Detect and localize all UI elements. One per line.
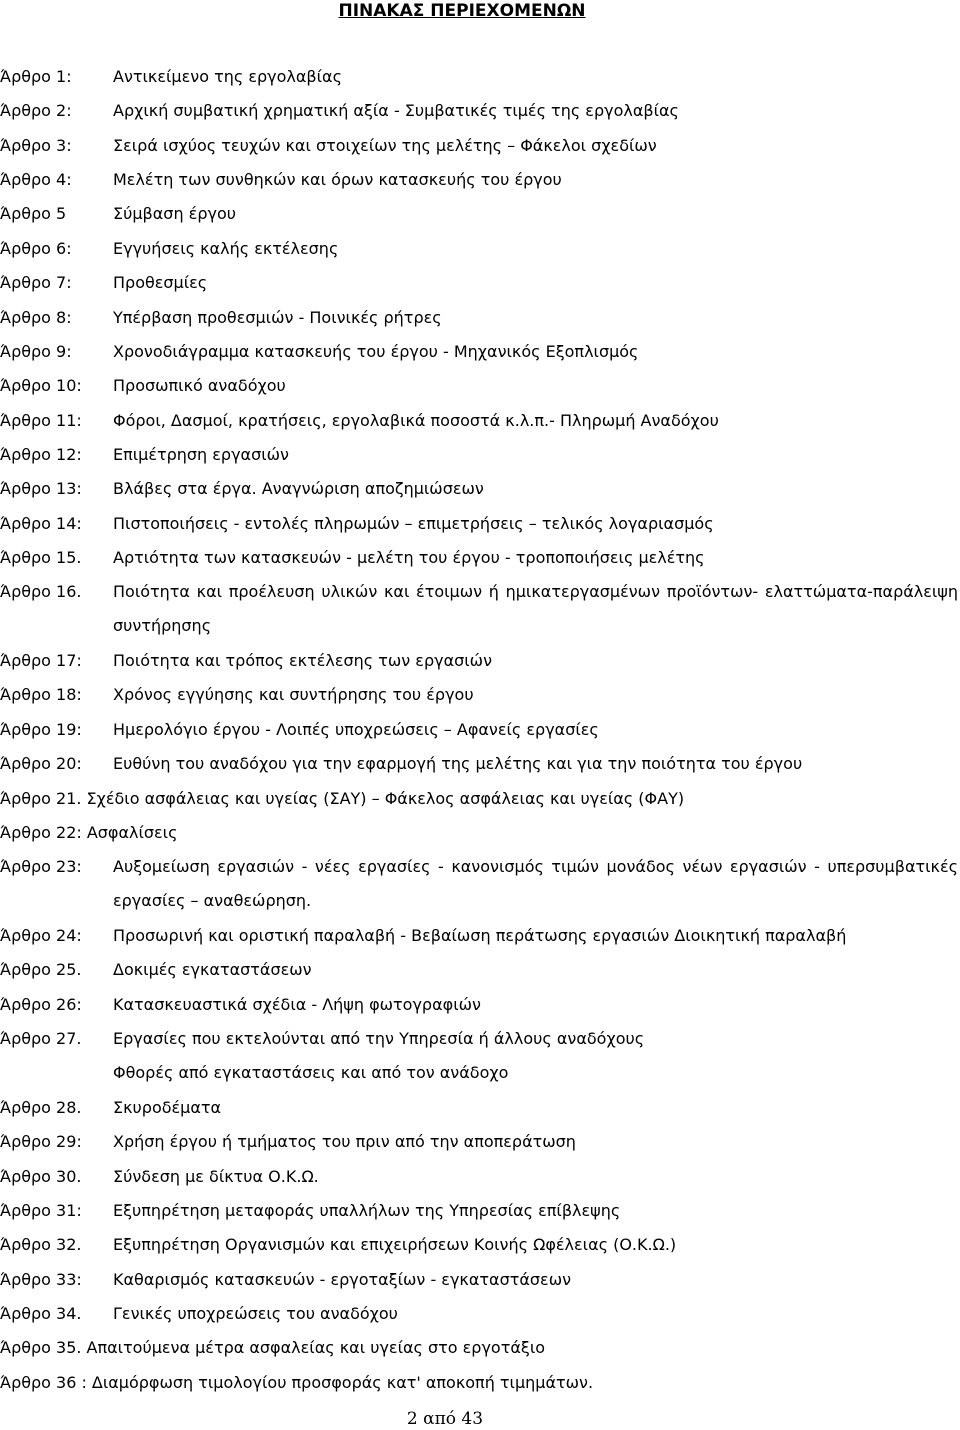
toc-item-label: Άρθρο 6: bbox=[0, 238, 113, 259]
toc-item bbox=[0, 341, 960, 375]
toc-item-text: Γενικές υποχρεώσεις του αναδόχου bbox=[113, 1303, 960, 1324]
toc-item bbox=[0, 684, 960, 718]
toc-item bbox=[0, 1372, 960, 1406]
toc-item-text: Σειρά ισχύος τευχών και στοιχείων της μελέτης – Φάκελοι σχεδίων bbox=[113, 135, 960, 156]
toc-item bbox=[0, 513, 960, 547]
toc-item-text: Ποιότητα και προέλευση υλικών και έτοιμων ή ημικατεργασμένων προϊόντων- ελαττώματα-παράλειψη συντήρησης bbox=[113, 575, 960, 644]
toc-item-text: Πιστοποιήσεις - εντολές πληρωμών – επιμετρήσεις – τελικός λογαριασμός bbox=[113, 513, 960, 534]
toc-item-label: Άρθρο 16. bbox=[0, 581, 113, 602]
toc-item-label: Άρθρο 33: bbox=[0, 1269, 113, 1290]
toc-item-text: Σχέδιο ασφάλειας και υγείας (ΣΑΥ) – Φάκελος ασφάλειας και υγείας (ΦΑΥ) bbox=[87, 788, 960, 809]
table-of-contents bbox=[0, 66, 960, 1406]
toc-item-text: Ποιότητα και τρόπος εκτέλεσης των εργασιών bbox=[113, 650, 960, 671]
toc-item-label: Άρθρο 35. bbox=[0, 1337, 87, 1358]
toc-item-label: Άρθρο 13: bbox=[0, 478, 113, 499]
toc-item-label: Άρθρο 24: bbox=[0, 925, 113, 946]
toc-item-text: Ευθύνη του αναδόχου για την εφαρμογή της μελέτης και για την ποιότητα του έργου bbox=[113, 753, 960, 774]
toc-item bbox=[0, 650, 960, 684]
toc-item bbox=[0, 994, 960, 1028]
toc-item bbox=[0, 753, 960, 787]
toc-item-text: Ασφαλίσεις bbox=[87, 822, 960, 843]
toc-item-label: Άρθρο 26: bbox=[0, 994, 113, 1015]
toc-item bbox=[0, 272, 960, 306]
toc-item-text: Εξυπηρέτηση μεταφοράς υπαλλήλων της Υπηρεσίας επίβλεψης bbox=[113, 1200, 960, 1221]
toc-item bbox=[0, 238, 960, 272]
toc-item bbox=[0, 307, 960, 341]
toc-item bbox=[0, 169, 960, 203]
toc-item-label: Άρθρο 14: bbox=[0, 513, 113, 534]
toc-item bbox=[0, 1097, 960, 1131]
toc-item-text: Βλάβες στα έργα. Αναγνώριση αποζημιώσεων bbox=[113, 478, 960, 499]
toc-item-text: Εγγυήσεις καλής εκτέλεσης bbox=[113, 238, 960, 259]
toc-item-text: Σκυροδέματα bbox=[113, 1097, 960, 1118]
toc-item-label: Άρθρο 15. bbox=[0, 547, 113, 568]
toc-item-label: Άρθρο 2: bbox=[0, 100, 113, 121]
toc-item-label: Άρθρο 27. bbox=[0, 1028, 113, 1049]
toc-item-text: Εργασίες που εκτελούνται από την Υπηρεσία ή άλλους αναδόχους bbox=[113, 1028, 960, 1049]
toc-item-label: Άρθρο 18: bbox=[0, 684, 113, 705]
toc-item-text: Απαιτούμενα μέτρα ασφαλείας και υγείας στο εργοτάξιο bbox=[87, 1337, 960, 1358]
toc-item-text: Υπέρβαση προθεσμιών - Ποινικές ρήτρες bbox=[113, 307, 960, 328]
toc-item-label: Άρθρο 9: bbox=[0, 341, 113, 362]
toc-item-label: Άρθρο 25. bbox=[0, 959, 113, 980]
toc-item-text: Προθεσμίες bbox=[113, 272, 960, 293]
toc-item bbox=[0, 959, 960, 993]
toc-item-text: Εξυπηρέτηση Οργανισμών και επιχειρήσεων Κοινής Ωφέλειας (Ο.Κ.Ω.) bbox=[113, 1234, 960, 1255]
toc-item bbox=[0, 856, 960, 925]
toc-item bbox=[0, 444, 960, 478]
toc-item-label: Άρθρο 8: bbox=[0, 307, 113, 328]
toc-item-label: Άρθρο 20: bbox=[0, 753, 113, 774]
toc-item bbox=[0, 1028, 960, 1062]
toc-item bbox=[0, 375, 960, 409]
toc-item bbox=[0, 410, 960, 444]
toc-item-label: Άρθρο 28. bbox=[0, 1097, 113, 1118]
toc-item-label: Άρθρο 36 : bbox=[0, 1372, 92, 1393]
toc-item-text: Χρήση έργου ή τμήματος του πριν από την αποπεράτωση bbox=[113, 1131, 960, 1152]
toc-item-text: Δοκιμές εγκαταστάσεων bbox=[113, 959, 960, 980]
toc-item-text: Αντικείμενο της εργολαβίας bbox=[113, 66, 960, 87]
toc-item bbox=[0, 135, 960, 169]
toc-item-text: Προσωρινή και οριστική παραλαβή - Βεβαίωση περάτωσης εργασιών Διοικητική παραλαβή bbox=[113, 925, 960, 946]
toc-item-label: Άρθρο 30. bbox=[0, 1166, 113, 1187]
toc-item-label: Άρθρο 22: bbox=[0, 822, 87, 843]
toc-item bbox=[0, 1200, 960, 1234]
toc-item-label: Άρθρο 29: bbox=[0, 1131, 113, 1152]
toc-item bbox=[0, 1337, 960, 1371]
toc-item-text: Αρτιότητα των κατασκευών - μελέτη του έργου - τροποποιήσεις μελέτης bbox=[113, 547, 960, 568]
toc-item bbox=[0, 719, 960, 753]
toc-item bbox=[0, 478, 960, 512]
toc-item-text: Αρχική συμβατική χρηματική αξία - Συμβατικές τιμές της εργολαβίας bbox=[113, 100, 960, 121]
toc-item-text: Διαμόρφωση τιμολογίου προσφοράς κατ' αποκοπή τιμημάτων. bbox=[92, 1372, 960, 1393]
page-number: 2 από 43 bbox=[0, 1408, 890, 1430]
toc-item-label: Άρθρο 32. bbox=[0, 1234, 113, 1255]
toc-item bbox=[0, 1303, 960, 1337]
toc-item-text: Μελέτη των συνθηκών και όρων κατασκευής του έργου bbox=[113, 169, 960, 190]
page-title: ΠΙΝΑΚΑΣ ΠΕΡΙΕΧΟΜΕΝΩΝ bbox=[0, 0, 924, 22]
toc-item bbox=[0, 1234, 960, 1268]
toc-item-text: Κατασκευαστικά σχέδια - Λήψη φωτογραφιών bbox=[113, 994, 960, 1015]
toc-item-text: Επιμέτρηση εργασιών bbox=[113, 444, 960, 465]
toc-item bbox=[0, 1166, 960, 1200]
toc-item-text: Χρονοδιάγραμμα κατασκευής του έργου - Μηχανικός Εξοπλισμός bbox=[113, 341, 960, 362]
toc-item-label: Άρθρο 17: bbox=[0, 650, 113, 671]
toc-item-text: Προσωπικό αναδόχου bbox=[113, 375, 960, 396]
toc-item-continuation-text: Φθορές από εγκαταστάσεις και από τον ανάδοχο bbox=[113, 1062, 960, 1083]
toc-item-label: Άρθρο 7: bbox=[0, 272, 113, 293]
toc-item-label: Άρθρο 4: bbox=[0, 169, 113, 190]
toc-item-text: Σύμβαση έργου bbox=[113, 203, 960, 224]
toc-item-label: Άρθρο 21. bbox=[0, 788, 87, 809]
toc-item-text: Σύνδεση με δίκτυα Ο.Κ.Ω. bbox=[113, 1166, 960, 1187]
toc-item-label: Άρθρο 10: bbox=[0, 375, 113, 396]
toc-item bbox=[0, 66, 960, 100]
toc-item-label: Άρθρο 12: bbox=[0, 444, 113, 465]
toc-item-text: Αυξομείωση εργασιών - νέες εργασίες - κανονισμός τιμών μονάδος νέων εργασιών - υπερσυμβατικές εργασίες – αναθεώρηση. bbox=[113, 850, 960, 919]
toc-item-text: Χρόνος εγγύησης και συντήρησης του έργου bbox=[113, 684, 960, 705]
toc-item-label: Άρθρο 19: bbox=[0, 719, 113, 740]
toc-item bbox=[0, 100, 960, 134]
toc-item-text: Φόροι, Δασμοί, κρατήσεις, εργολαβικά ποσοστά κ.λ.π.- Πληρωμή Αναδόχου bbox=[113, 410, 960, 431]
toc-item bbox=[0, 1131, 960, 1165]
toc-item-label: Άρθρο 11: bbox=[0, 410, 113, 431]
toc-item-label: Άρθρο 5 bbox=[0, 203, 113, 224]
toc-item-label: Άρθρο 34. bbox=[0, 1303, 113, 1324]
toc-item-label: Άρθρο 23: bbox=[0, 856, 113, 877]
toc-item bbox=[0, 203, 960, 237]
toc-item bbox=[0, 581, 960, 650]
toc-item-text: Καθαρισμός κατασκευών - εργοταξίων - εγκαταστάσεων bbox=[113, 1269, 960, 1290]
toc-item bbox=[0, 925, 960, 959]
toc-item-continuation bbox=[0, 1062, 960, 1096]
toc-item-label: Άρθρο 1: bbox=[0, 66, 113, 87]
toc-item-text: Ημερολόγιο έργου - Λοιπές υποχρεώσεις – Αφανείς εργασίες bbox=[113, 719, 960, 740]
toc-item bbox=[0, 788, 960, 822]
toc-item bbox=[0, 1269, 960, 1303]
toc-item-label: Άρθρο 31: bbox=[0, 1200, 113, 1221]
toc-item-label: Άρθρο 3: bbox=[0, 135, 113, 156]
